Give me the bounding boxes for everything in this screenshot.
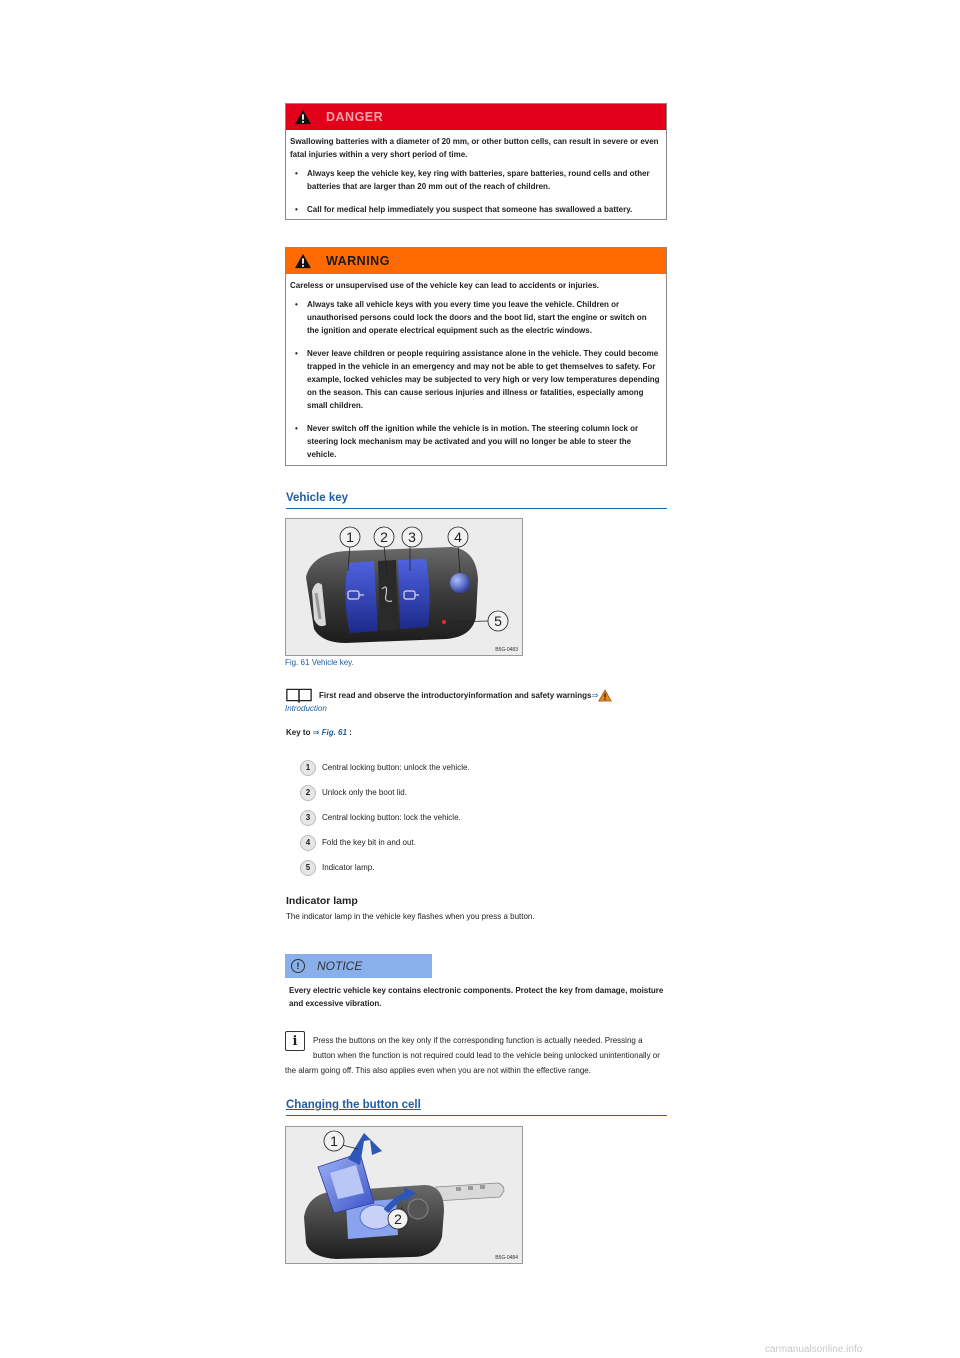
legend-number: 2 bbox=[300, 785, 316, 801]
indicator-lamp-heading: Indicator lamp bbox=[286, 895, 358, 907]
callout-3: 3 bbox=[408, 529, 416, 545]
legend-text: Fold the key bit in and out. bbox=[322, 838, 416, 847]
legend-number: 1 bbox=[300, 760, 316, 776]
legend-text: Unlock only the boot lid. bbox=[322, 788, 407, 797]
warning-item: • Never leave children or people requiring assistance alone in the vehicle. They could become trapped in the vehicle in an emergency and may not be able to get themselves to safety. For example, locked vehicles may be subjected to very high or very low temperatures depending on the season. This can cause serious injuries and illness or fatalities, especially among small children. bbox=[290, 347, 660, 412]
intro-text: First read and observe the introductoryinformation and safety warnings bbox=[319, 690, 592, 700]
figure-reference-link[interactable]: ⇒ Fig. 61 bbox=[312, 728, 347, 737]
section-title-vehicle-key: Vehicle key bbox=[286, 492, 667, 509]
intro-note bbox=[285, 687, 665, 713]
caption-label: Fig. 61 bbox=[285, 658, 310, 667]
callout-1: 1 bbox=[330, 1133, 338, 1149]
book-icon bbox=[285, 687, 313, 703]
warning-header bbox=[286, 248, 666, 274]
warning-triangle-icon bbox=[294, 253, 312, 269]
list-item bbox=[300, 830, 620, 855]
danger-header bbox=[286, 104, 666, 130]
vehicle-key-illustration bbox=[286, 519, 523, 656]
warning-intro: Careless or unsupervised use of the vehicle key can lead to accidents or injuries. bbox=[290, 281, 600, 290]
danger-box bbox=[285, 103, 667, 220]
legend-text: Central locking button: lock the vehicle. bbox=[322, 813, 461, 822]
site-watermark: carmanualsonline.info bbox=[765, 1344, 863, 1355]
figure-code: B5G-0483 bbox=[495, 647, 518, 653]
warning-box bbox=[285, 247, 667, 466]
button-cell-figure bbox=[285, 1126, 523, 1264]
list-item bbox=[300, 855, 620, 880]
key-to-line: Key to ⇒ Fig. 61 : bbox=[286, 728, 352, 737]
danger-item: • Call for medical help immediately you suspect that someone has swallowed a battery. bbox=[290, 203, 660, 216]
legend-text: Central locking button: unlock the vehicle. bbox=[322, 763, 470, 772]
button-cell-illustration bbox=[286, 1127, 523, 1264]
exclamation-icon: ! bbox=[291, 959, 305, 973]
info-icon: i bbox=[285, 1031, 305, 1051]
notice-text: Every electric vehicle key contains electronic components. Protect the key from damage, moisture and excessive vibration. bbox=[289, 986, 664, 1008]
key-legend bbox=[300, 755, 620, 880]
callout-2: 2 bbox=[394, 1211, 402, 1227]
list-item bbox=[300, 755, 620, 780]
callout-5: 5 bbox=[494, 613, 502, 629]
figure-caption bbox=[285, 658, 354, 667]
danger-intro: Swallowing batteries with a diameter of 20 mm, or other button cells, can result in severe or even fatal injuries within a very short period of time. bbox=[290, 137, 659, 159]
warning-title: WARNING bbox=[326, 254, 390, 268]
vehicle-key-figure bbox=[285, 518, 523, 656]
legend-number: 5 bbox=[300, 860, 316, 876]
indicator-lamp-text: The indicator lamp in the vehicle key flashes when you press a button. bbox=[286, 912, 535, 921]
notice-header bbox=[285, 954, 432, 978]
callout-4: 4 bbox=[454, 529, 462, 545]
legend-number: 4 bbox=[300, 835, 316, 851]
info-text: Press the buttons on the key only if the corresponding function is actually needed. Pressing a button when the function is not required could lead to the vehicle being unlocked unintentionally or the alarm going off. This also applies even when you are not within the effective range. bbox=[285, 1036, 660, 1075]
danger-item: • Always keep the vehicle key, key ring with batteries, spare batteries, round cells and other batteries that are larger than 20 mm out of the reach of children. bbox=[290, 167, 660, 193]
warning-item: • Always take all vehicle keys with you every time you leave the vehicle. Children or unauthorised persons could lock the doors and the boot lid, start the engine or switch on the ignition and operate electrical equipment such as the electric windows. bbox=[290, 298, 660, 337]
warning-item: • Never switch off the ignition while the vehicle is in motion. The steering column lock or steering lock mechanism may be activated and you will no longer be able to steer the vehicle. bbox=[290, 422, 660, 461]
callout-1: 1 bbox=[346, 529, 354, 545]
list-item bbox=[300, 780, 620, 805]
list-item bbox=[300, 805, 620, 830]
introduction-link[interactable]: Introduction bbox=[285, 704, 327, 713]
notice-title: NOTICE bbox=[317, 959, 363, 973]
legend-number: 3 bbox=[300, 810, 316, 826]
caption-text: Vehicle key. bbox=[309, 658, 354, 667]
danger-title: DANGER bbox=[326, 110, 384, 124]
figure-code: B5G-0484 bbox=[495, 1255, 518, 1261]
warning-triangle-icon bbox=[294, 109, 312, 125]
intro-arrow: ⇒ bbox=[591, 690, 599, 700]
section-title-button-cell: Changing the button cell bbox=[286, 1099, 667, 1116]
legend-text: Indicator lamp. bbox=[322, 863, 375, 872]
callout-2: 2 bbox=[380, 529, 388, 545]
info-note bbox=[285, 1033, 665, 1078]
warning-triangle-icon bbox=[598, 689, 612, 702]
